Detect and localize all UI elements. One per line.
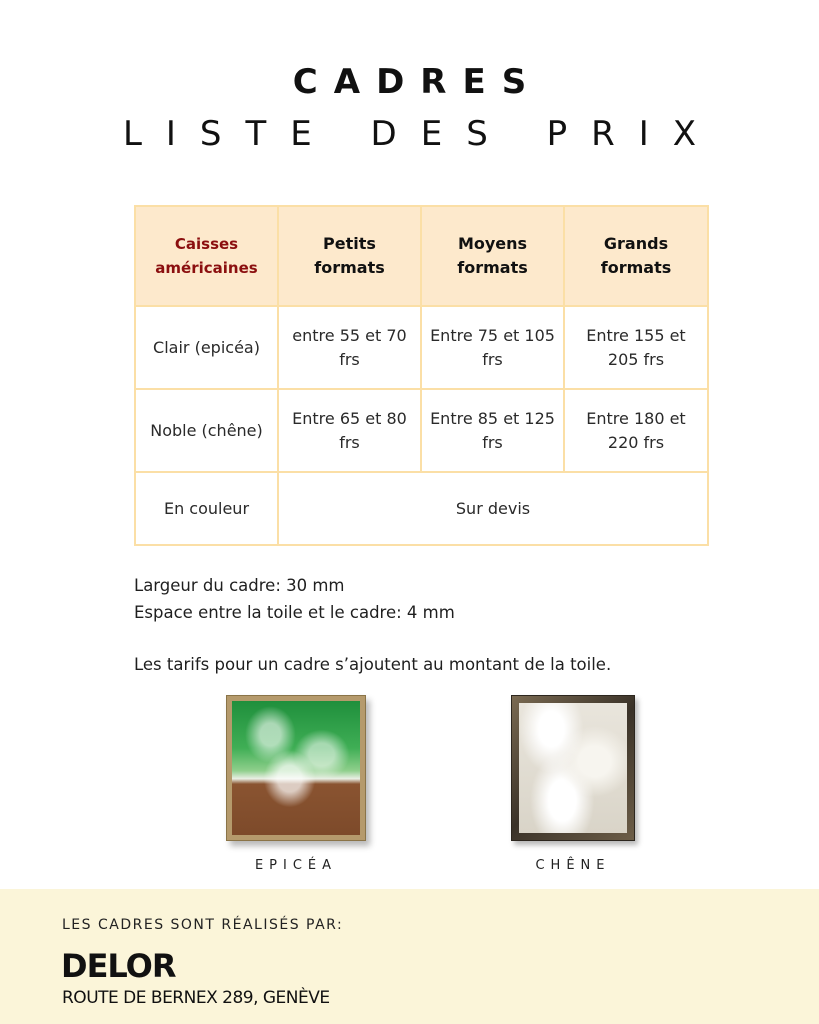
table-header-row <box>135 206 708 306</box>
price-noble-petits: Entre 65 et 80 frs <box>278 389 421 472</box>
page-subtitle: LISTE DES PRIX <box>122 114 721 154</box>
frame-width-text: Largeur du cadre: 30 mm <box>134 576 345 595</box>
price-table <box>134 205 709 546</box>
price-clair-grands: Entre 155 et 205 frs <box>564 306 708 389</box>
chene-caption: CHÊNE <box>535 858 611 873</box>
chene-canvas-artwork <box>519 703 627 833</box>
header-caisses-americaines: Caisses américaines <box>135 206 278 306</box>
footer <box>0 889 819 1024</box>
header-moyens-formats: Moyens formats <box>421 206 564 306</box>
price-clair-moyens: Entre 75 et 105 frs <box>421 306 564 389</box>
row-label-clair: Clair (epicéa) <box>135 306 278 389</box>
made-by-label: LES CADRES SONT RÉALISÉS PAR: <box>62 917 344 933</box>
row-label-noble: Noble (chêne) <box>135 389 278 472</box>
price-clair-petits: entre 55 et 70 frs <box>278 306 421 389</box>
page-title: CADRES <box>292 62 543 102</box>
chene-frame-image <box>511 695 635 841</box>
pricing-note: Les tarifs pour un cadre s’ajoutent au montant de la toile. <box>134 655 612 674</box>
spacing-text: Espace entre la toile et le cadre: 4 mm <box>134 603 455 622</box>
price-couleur-sur-devis: Sur devis <box>278 472 708 545</box>
header-petits-formats: Petits formats <box>278 206 421 306</box>
brand-name: DELOR <box>61 947 176 985</box>
table-row <box>135 472 708 545</box>
epicea-caption: EPICÉA <box>254 858 338 873</box>
row-label-couleur: En couleur <box>135 472 278 545</box>
price-noble-grands: Entre 180 et 220 frs <box>564 389 708 472</box>
table-row <box>135 389 708 472</box>
epicea-frame-image <box>226 695 366 841</box>
epicea-canvas-artwork <box>232 701 360 835</box>
header-grands-formats: Grands formats <box>564 206 708 306</box>
table-row <box>135 306 708 389</box>
address: ROUTE DE BERNEX 289, GENÈVE <box>62 988 330 1008</box>
price-noble-moyens: Entre 85 et 125 frs <box>421 389 564 472</box>
